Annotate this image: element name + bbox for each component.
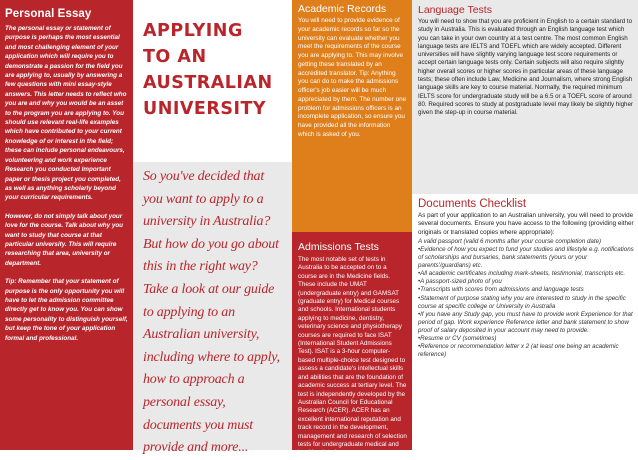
checklist-item: •Evidence of how you expect to fund your studies and lifestyle e.g. notifications of scholarships and bursaries, bank statements (yours or your parents'/guardians) etc. <box>418 245 634 270</box>
admissions-tests-heading: Admissions Tests <box>298 241 379 253</box>
title-line-4: UNIVERSITY <box>143 99 267 119</box>
personal-essay-paragraph-1: The personal essay or statement of purpose is perhaps the most essential and most challenging element of your application which will require you to demonstrate a passion for the field you are applying to, usually by answering a few questions with mini essay-style answers. This letter needs to reflect who you are and why you would be an asset to the program you are applying to. You should use relevant real-life examples which have contributed to your current knowledge of or interest in the field; these can include personal endeavours, volunteering and work experience Research you conducted Important paper or thesis project you completed, as well as anything scholarly beyond your curricular requirements. <box>5 25 127 202</box>
title-line-2: TO AN <box>143 47 207 67</box>
academic-records-heading: Academic Records <box>298 3 387 15</box>
checklist-item: •Statement of purpose stating why you are interested to study in the specific course at specific college or University in Australia <box>418 294 626 310</box>
academic-records-panel <box>292 0 412 232</box>
documents-checklist-list <box>418 238 634 359</box>
documents-checklist-heading: Documents Checklist <box>418 198 527 210</box>
title-panel <box>133 0 292 162</box>
intro-quote-panel <box>133 162 292 456</box>
checklist-item: •Transcripts with scores from admissions and language tests <box>418 286 584 294</box>
personal-essay-paragraph-2: However, do not simply talk about your love for the course. Talk about why you want to study that course at that particular university. This will require researching that area, university or department. <box>5 212 124 267</box>
checklist-item: •Reference or recommendation letter x 2 (at least one being an academic reference) <box>418 343 619 359</box>
checklist-item: •All academic certificates including mark-sheets, testimonial, transcripts etc. <box>418 270 626 278</box>
language-tests-panel <box>412 0 638 194</box>
personal-essay-paragraph-3: Tip: Remember that your statement of purpose is the only opportunity you will have to let the admission committee directly get to know you. You can show some personality to distinguish yourself, but keep the tone of your application formal and professional. <box>5 278 128 342</box>
checklist-item: •A passport-sized photo of you <box>418 278 502 286</box>
language-tests-heading: Language Tests <box>418 4 492 16</box>
admissions-tests-panel <box>292 232 412 457</box>
checklist-item: •Resume or CV (sometimes) <box>418 335 497 343</box>
academic-records-text: You will need to provide evidence of your academic records so far so the university can evaluate whether you meet the requirements of the course you are applying to. This may involve getting these translated by an accredited translator. Tip: Anything you can do to make the admissions officer's job easier will be much appreciated by them. The number one problem for admissions officers is an incomplete application, so ensure you have provided all the information which is asked of you. <box>298 17 407 138</box>
personal-essay-panel <box>0 0 133 450</box>
intro-quote-text: So you've decided that you want to apply to a university in Australia? But how do you go about this in the right way? Take a look at our guide to applying to an Australian university, including where to apply, how to approach a personal essay, documents you must provide and more... <box>143 169 280 456</box>
checklist-item: •If you have any Study gap, you must have to provide work Experience for that period of gap. Work experience Reference letter and bank statement to show proof of salary deposited in your account may need to provide. <box>418 310 633 334</box>
page-title <box>143 18 292 122</box>
documents-checklist-panel <box>412 194 638 450</box>
documents-checklist-intro: As part of your application to an Australian university, you will need to provide several documents. Ensure you have access to the following (providing either originals or translated copies where appropriate): <box>418 212 634 236</box>
admissions-tests-text: The most notable set of tests in Australia to be accepted on to a course are in the Medicine fields. These include the UMAT (undergraduate entry) and GAMSAT (graduate entry) for Medical courses and schools. International students applying to medicine, dentistry, veterinary science and physiotherapy courses are required to face ISAT (International Student Admissions Test). ISAT is a 3-hour computer-based multiple-choice test designed to assess a candidate's intellectual skills and abilities that are the foundation of academic success at tertiary level. The test is independently developed by the Australian Council for Educational Research (ACER). ACER has an excellent international reputation and track record in the development, management and research of selection tests for undergraduate medical and health related programs. <box>298 256 407 457</box>
title-line-1: APPLYING <box>143 21 243 41</box>
language-tests-text: You will need to show that you are proficient in English to a certain standard to study in Australia. This is evaluated through an English language test which you can take in your own country at a test centre. The most common English language tests are IELTS and TOEFL which are widely accepted. Different universities will have slightly varying language test score requirements or accept certain language tests only. Certain subjects will also require slightly higher overall scores or higher scores in particular areas of these language tests; these often include Law, Medicine and Journalism, where strong English language skills are key to course material. Normally, the required minimum IELTS score for undergraduate study will be a 6.5 or a TOEFL score of around 80. Required scores to study at postgraduate level may likely be slightly higher given the step-up in course material. <box>418 18 633 117</box>
checklist-item: A valid passport (valid 6 months after your course completion date) <box>418 237 602 245</box>
personal-essay-heading: Personal Essay <box>5 8 92 20</box>
title-line-3: AUSTRALIAN <box>143 73 273 93</box>
